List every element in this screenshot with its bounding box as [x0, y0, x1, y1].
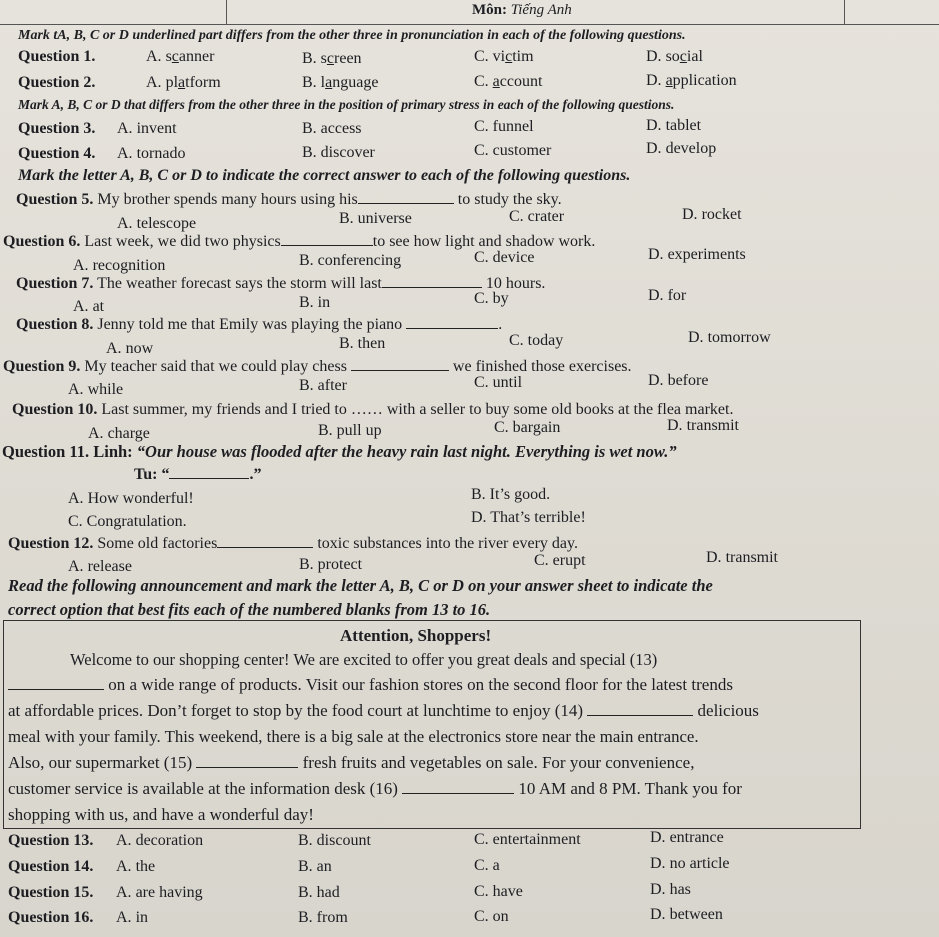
q1-option-b: B. screen [302, 50, 362, 67]
q12-stem: Question 12. Some old factories toxic substances into the river every day. [8, 535, 578, 552]
q3-option-b: B. access [302, 120, 362, 137]
q14-option-a: A. the [116, 858, 156, 875]
q8-option-d: D. tomorrow [688, 329, 771, 346]
q4-option-c: C. customer [474, 142, 552, 159]
q16-option-a: A. in [116, 909, 149, 926]
q8-option-b: B. then [339, 335, 386, 352]
q3-option-a: A. invent [117, 120, 177, 137]
q14-option-c: C. a [474, 857, 500, 874]
q6-option-c: C. device [474, 249, 535, 266]
q5-option-d: D. rocket [682, 206, 742, 223]
q15-option-b: B. had [298, 884, 340, 901]
instruction-correct-answer: Mark the letter A, B, C or D to indicate the correct answer to each of the following questions. [18, 167, 631, 184]
q5-option-a: A. telescope [117, 215, 197, 232]
q4-option-d: D. develop [646, 140, 717, 157]
q14-option-b: B. an [298, 858, 332, 875]
q3-label: Question 3. [18, 120, 96, 137]
subject-label: Môn: Tiếng Anh [472, 2, 572, 18]
announcement-line-7: shopping with us, and have a wonderful day! [8, 805, 314, 824]
header-table [0, 0, 939, 25]
q9-option-c: C. until [474, 374, 523, 391]
q1-option-d: D. social [646, 48, 703, 65]
q10-option-b: B. pull up [318, 422, 382, 439]
q7-option-b: B. in [299, 294, 331, 311]
announcement-line-1: Welcome to our shopping center! We are excited to offer you great deals and special (13) [70, 650, 658, 669]
q2-option-d: D. application [646, 72, 737, 89]
q15-option-d: D. has [650, 881, 691, 898]
q7-option-a: A. at [73, 298, 105, 315]
q15-option-a: A. are having [116, 884, 203, 901]
q2-option-c: C. account [474, 73, 543, 90]
q16-option-b: B. from [298, 909, 348, 926]
q2-option-a: A. platform [146, 74, 221, 91]
q1-option-c: C. victim [474, 48, 534, 65]
q6-option-a: A. recognition [73, 257, 166, 274]
q9-option-b: B. after [299, 377, 347, 394]
q4-option-a: A. tornado [117, 145, 186, 162]
q4-label: Question 4. [18, 145, 96, 162]
q9-stem: Question 9. My teacher said that we could play chess we finished those exercises. [3, 358, 632, 375]
q3-option-c: C. funnel [474, 118, 534, 135]
q5-option-c: C. crater [509, 208, 565, 225]
q1-option-a: A. scanner [146, 48, 215, 65]
q4-option-b: B. discover [302, 144, 375, 161]
q13-option-d: D. entrance [650, 829, 724, 846]
q7-stem: Question 7. The weather forecast says the storm will last 10 hours. [16, 275, 546, 292]
q6-stem: Question 6. Last week, we did two physics to see how light and shadow work. [3, 233, 596, 250]
q10-option-c: C. bargain [494, 419, 561, 436]
q5-stem: Question 5. My brother spends many hours using his to study the sky. [16, 191, 562, 208]
q15-label: Question 15. [8, 884, 94, 901]
q12-option-c: C. erupt [534, 552, 586, 569]
q10-option-d: D. transmit [667, 417, 739, 434]
q11-option-c: C. Congratulation. [68, 513, 187, 530]
q12-option-b: B. protect [299, 556, 363, 573]
announcement-title: Attention, Shoppers! [340, 626, 492, 645]
q10-option-a: A. charge [88, 425, 150, 442]
q11-option-a: A. How wonderful! [68, 490, 194, 507]
q16-option-d: D. between [650, 906, 723, 923]
instruction-reading-line-1: Read the following announcement and mark the letter A, B, C or D on your answer sheet to indicate the [8, 576, 713, 595]
instruction-reading-line-2: correct option that best fits each of the numbered blanks from 13 to 16. [8, 600, 491, 619]
q13-option-b: B. discount [298, 832, 371, 849]
announcement-line-6: customer service is available at the information desk (16) 10 AM and 8 PM. Thank you for [8, 779, 742, 798]
q16-option-c: C. on [474, 908, 509, 925]
instruction-stress: Mark A, B, C or D that differs from the other three in the position of primary stress in each of the following questions. [18, 97, 675, 112]
q6-option-b: B. conferencing [299, 252, 402, 269]
q1-label: Question 1. [18, 48, 96, 65]
q13-option-a: A. decoration [116, 832, 204, 849]
q9-option-d: D. before [648, 372, 709, 389]
q13-label: Question 13. [8, 832, 94, 849]
q11-stem: Question 11. Linh: “Our house was flooded after the heavy rain last night. Everything is wet now.” [2, 442, 677, 461]
q8-option-c: C. today [509, 332, 564, 349]
q5-option-b: B. universe [339, 210, 412, 227]
q7-option-c: C. by [474, 290, 509, 307]
q11-option-d: D. That’s terrible! [471, 509, 586, 526]
q8-option-a: A. now [106, 340, 154, 357]
announcement-line-3: at affordable prices. Don’t forget to stop by the food court at lunchtime to enjoy (14) delicious [8, 701, 759, 720]
q12-option-d: D. transmit [706, 549, 778, 566]
q15-option-c: C. have [474, 883, 523, 900]
q2-label: Question 2. [18, 74, 96, 91]
q14-option-d: D. no article [650, 855, 730, 872]
q13-option-c: C. entertainment [474, 831, 581, 848]
q16-label: Question 16. [8, 909, 94, 926]
q12-option-a: A. release [68, 558, 132, 575]
q3-option-d: D. tablet [646, 117, 702, 134]
q2-option-b: B. language [302, 74, 379, 91]
q7-option-d: D. for [648, 287, 687, 304]
instruction-pronunciation: Mark tA, B, C or D underlined part differs from the other three in pronunciation in each of the following questions. [18, 28, 686, 43]
q9-option-a: A. while [68, 381, 124, 398]
announcement-line-5: Also, our supermarket (15) fresh fruits and vegetables on sale. For your convenience, [8, 753, 695, 772]
q14-label: Question 14. [8, 858, 94, 875]
announcement-line-4: meal with your family. This weekend, there is a big sale at the electronics store near the main entrance. [8, 727, 699, 746]
q8-stem: Question 8. Jenny told me that Emily was playing the piano . [16, 316, 503, 333]
q11-response: Tu: “ .” [134, 466, 262, 483]
q11-option-b: B. It’s good. [471, 486, 551, 503]
q6-option-d: D. experiments [648, 246, 746, 263]
announcement-line-2: on a wide range of products. Visit our fashion stores on the second floor for the latest trends [8, 675, 733, 695]
q10-stem: Question 10. Last summer, my friends and I tried to …… with a seller to buy some old books at the flea market. [12, 401, 734, 418]
